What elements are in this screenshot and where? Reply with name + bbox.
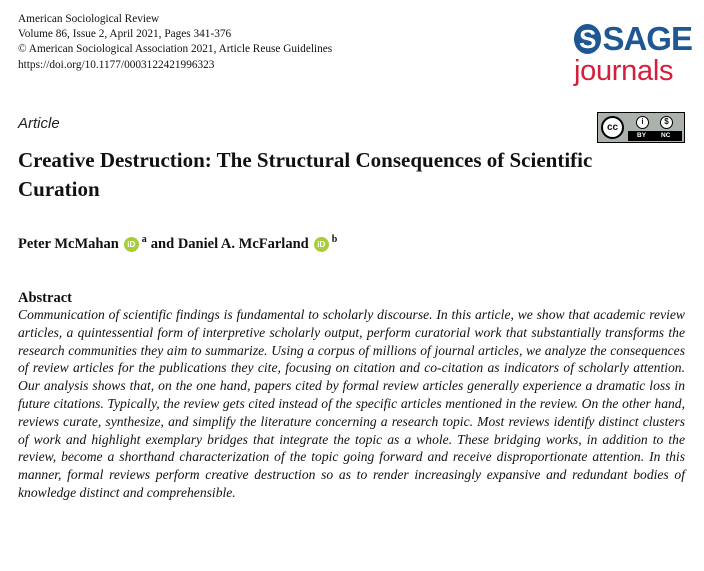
abstract-text: Communication of scientific findings is fundamental to scholarly discourse. In this article, we show that academic review articles, a quintessential form of interpretive scholarly output, perform curatorial work that substantially transforms the research communities they aim to summarize. Using a corpus of millions of journal articles, we analyze the consequences of review articles for the publications they cite, focusing on citation and co-citation as indicators of scholarly attention. Our analysis shows that, on the one hand, papers cited by formal review articles generally experience a dramatic loss in future citations. Typically, the review gets cited instead of the specific articles mentioned in the review. On the other hand, reviews curate, synthesize, and simplify the literature concerning a research topic. Most reviews identify distinct clusters of work and highlight exemplary bridges that integrate the topic as a whole. These bridging works, in addition to the review, become a shorthand characterization of the topic going forward and receive disproportionate attention. In this manner, formal reviews perform creative destruction so as to render increasingly expansive and redundant bodies of knowledge distinct and comprehensible.	[18, 307, 685, 500]
noncommercial-icon: $	[660, 116, 673, 129]
sage-wordmark: SAGE	[602, 20, 692, 57]
orcid-icon[interactable]: iD	[124, 237, 139, 252]
article-title: Creative Destruction: The Structural Consequences of Scientific Curation	[18, 148, 593, 201]
author-list	[18, 236, 341, 253]
journal-copyright[interactable]: © American Sociological Association 2021, Article Reuse Guidelines	[18, 43, 333, 56]
sage-journals-logo[interactable]	[574, 20, 692, 92]
journal-volume: Volume 86, Issue 2, April 2021, Pages 341-376	[18, 28, 232, 41]
author-name[interactable]: Daniel A. McFarland	[177, 236, 309, 252]
by-label: BY	[637, 132, 647, 139]
cc-by-nc-license-badge[interactable]	[597, 112, 685, 143]
abstract-heading: Abstract	[18, 290, 72, 306]
creative-commons-icon: cc	[601, 116, 624, 139]
journal-name[interactable]: American Sociological Review	[18, 13, 160, 25]
journal-info	[18, 12, 332, 73]
author-name[interactable]: Peter McMahan	[18, 236, 119, 252]
affiliation-marker[interactable]: b	[331, 234, 338, 245]
affiliation-marker[interactable]: a	[141, 234, 147, 245]
orcid-icon[interactable]: iD	[314, 237, 329, 252]
doi-link[interactable]: https://doi.org/10.1177/0003122421996323	[18, 58, 215, 71]
nc-label: NC	[661, 132, 671, 139]
attribution-icon: i	[636, 116, 649, 129]
article-type-label: Article	[18, 115, 60, 132]
sage-s-icon: S	[574, 24, 601, 54]
journals-wordmark: journals	[574, 55, 674, 87]
author-connector: and	[150, 236, 175, 252]
